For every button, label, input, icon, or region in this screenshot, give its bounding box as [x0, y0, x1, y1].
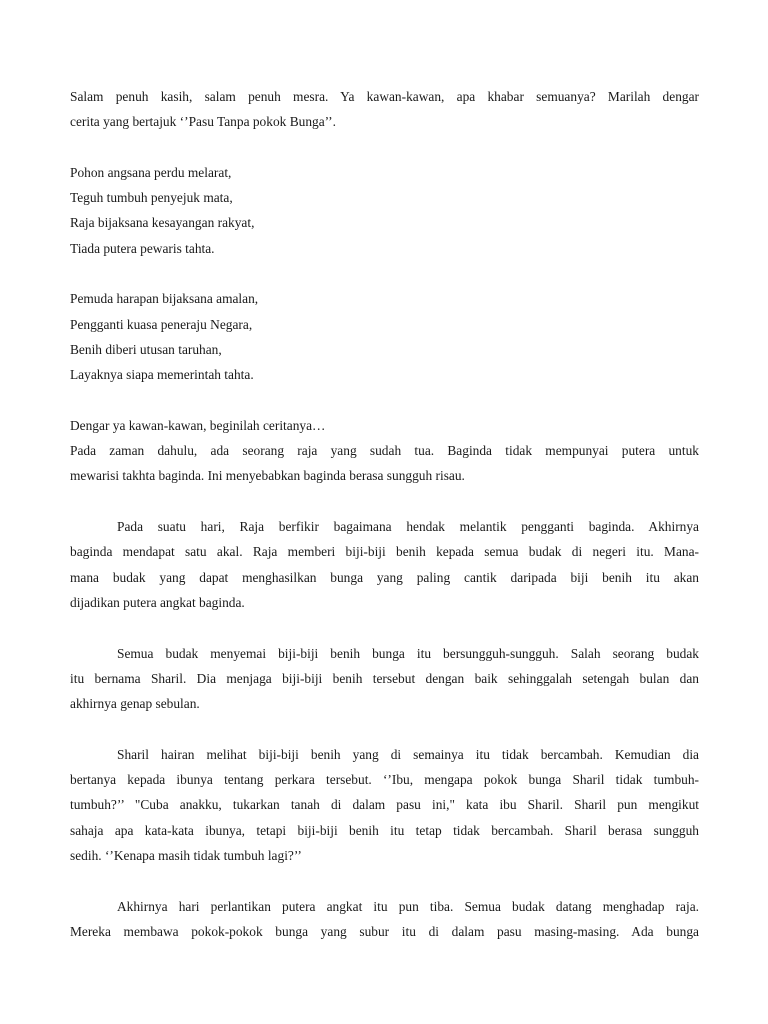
- verse-line: Teguh tumbuh penyejuk mata,: [70, 190, 233, 206]
- verse-line: Raja bijaksana kesayangan rakyat,: [70, 215, 255, 231]
- text-line: Pada zaman dahulu, ada seorang raja yang sudah tua. Baginda tidak mempunyai putera untuk: [70, 443, 699, 459]
- pantun-verse-1: [70, 160, 699, 261]
- verse-line: Pohon angsana perdu melarat,: [70, 164, 232, 180]
- text-line: tumbuh?’’ "Cuba anakku, tukarkan tanah di dalam pasu ini," kata ibu Sharil. Sharil pun mengikut: [70, 797, 699, 813]
- text-line: bertanya kepada ibunya tentang perkara tersebut. ‘’Ibu, mengapa pokok bunga Sharil tidak tumbuh-: [70, 772, 699, 788]
- text-line: dijadikan putera angkat baginda.: [70, 594, 245, 610]
- lead-line: Dengar ya kawan-kawan, beginilah ceritanya…: [70, 417, 326, 433]
- story-paragraph-3: [70, 641, 699, 717]
- text-line: itu bernama Sharil. Dia menjaga biji-biji benih tersebut dengan baik sehinggalah setengah bulan dan: [70, 670, 699, 686]
- text-line: cerita yang bertajuk ‘’Pasu Tanpa pokok Bunga’’.: [70, 114, 336, 130]
- lead-in: [70, 413, 699, 438]
- verse-line: Pengganti kuasa peneraju Negara,: [70, 316, 253, 332]
- story-paragraph-5: [70, 894, 699, 945]
- pantun-verse-2: [70, 286, 699, 387]
- text-line: Pada suatu hari, Raja berfikir bagaimana hendak melantik pengganti baginda. Akhirnya: [117, 519, 699, 535]
- verse-line: Pemuda harapan bijaksana amalan,: [70, 291, 259, 307]
- text-line: Salam penuh kasih, salam penuh mesra. Ya kawan-kawan, apa khabar semuanya? Marilah dengar: [70, 89, 699, 104]
- text-line: Akhirnya hari perlantikan putera angkat itu pun tiba. Semua budak datang menghadap raja.: [117, 898, 699, 914]
- text-line: mewarisi takhta baginda. Ini menyebabkan baginda berasa sungguh risau.: [70, 468, 465, 484]
- text-line: akhirnya genap sebulan.: [70, 696, 200, 712]
- story-paragraph-1: [70, 438, 699, 489]
- text-line: Sharil hairan melihat biji-biji benih yang di semainya itu tidak bercambah. Kemudian dia: [117, 746, 699, 762]
- text-line: sahaja apa kata-kata ibunya, tetapi biji-biji benih itu tetap tidak bercambah. Sharil berasa sungguh: [70, 822, 699, 838]
- text-line: sedih. ‘’Kenapa masih tidak tumbuh lagi?’’: [70, 847, 302, 863]
- text-line: baginda mendapat satu akal. Raja memberi biji-biji benih kepada semua budak di negeri itu. Mana-: [70, 544, 699, 560]
- verse-line: Layaknya siapa memerintah tahta.: [70, 367, 254, 383]
- text-line: mana budak yang dapat menghasilkan bunga yang paling cantik daripada biji benih itu akan: [70, 569, 699, 585]
- verse-line: Tiada putera pewaris tahta.: [70, 240, 215, 256]
- text-line: Semua budak menyemai biji-biji benih bunga itu bersungguh-sungguh. Salah seorang budak: [117, 645, 699, 661]
- document-page: [70, 84, 699, 944]
- verse-line: Benih diberi utusan taruhan,: [70, 341, 222, 357]
- text-line: Mereka membawa pokok-pokok bunga yang subur itu di dalam pasu masing-masing. Ada bunga: [70, 923, 699, 939]
- story-paragraph-4: [70, 742, 699, 868]
- story-paragraph-2: [70, 514, 699, 615]
- intro-paragraph: [70, 84, 699, 135]
